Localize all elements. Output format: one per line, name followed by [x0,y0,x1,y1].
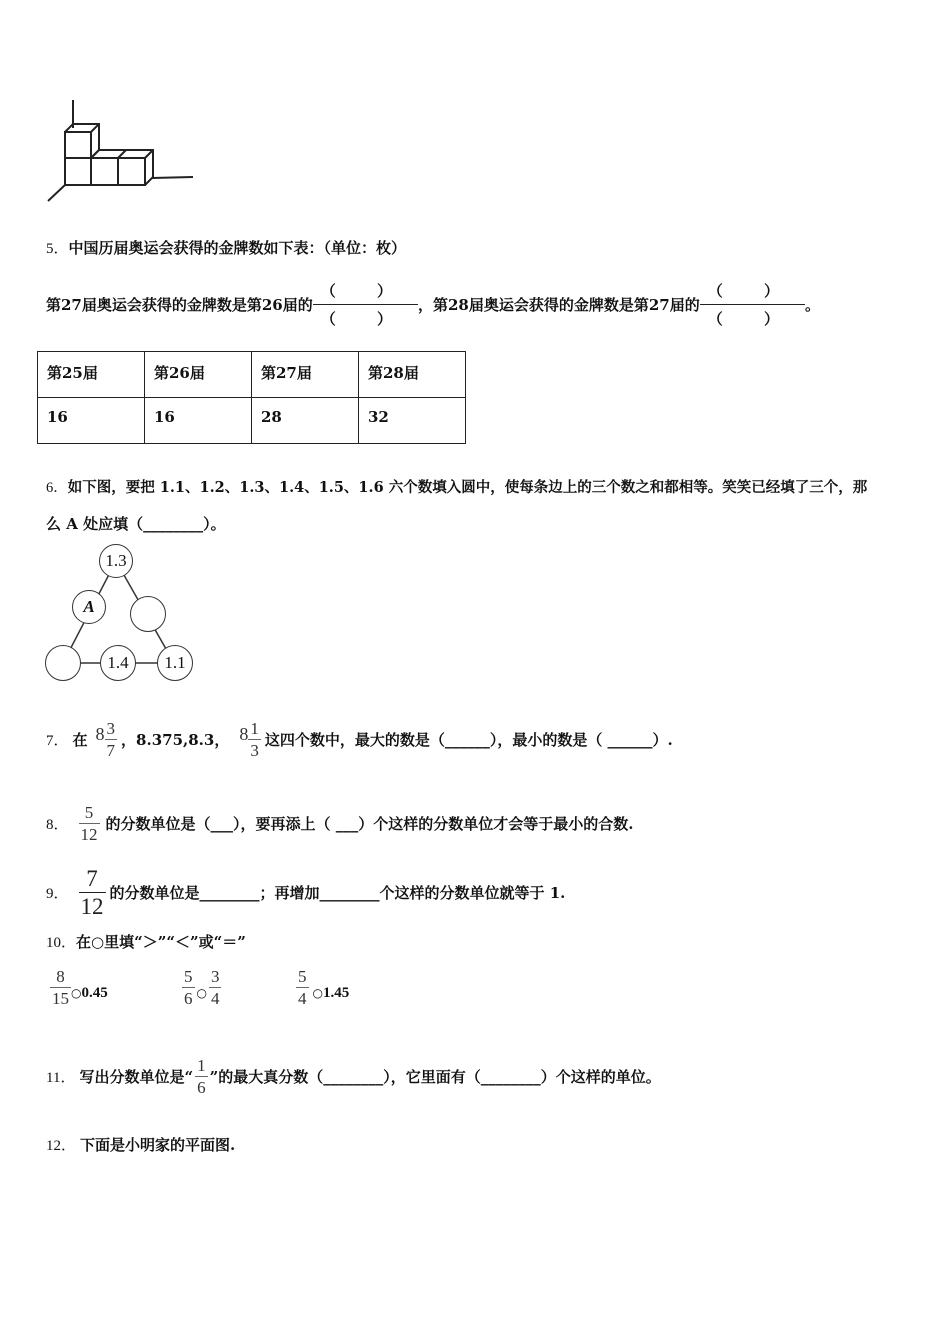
table-row [38,398,466,444]
q9-number: 9． [46,885,69,902]
q7-line [46,704,673,774]
q7-number: 7． [46,732,69,749]
frac-denominator: 12 [80,893,104,919]
table-cell: 28 [252,398,359,444]
q10-item3-rhs: 1.45 [322,984,350,1001]
q11-text-b: ”的最大真分数（________），它里面有（________）个这样的单位。 [209,1067,661,1086]
frac-denominator: 4 [210,988,220,1008]
q5-intro-text: 中国历届奥运会获得的金牌数如下表：（单位：枚） [68,239,407,257]
q11-fraction [195,1057,208,1096]
frac-denominator: 6 [197,1077,206,1097]
frac-numerator: 5 [184,966,193,986]
frac-numerator: 1 [250,718,259,738]
table-header-cell: 第28届 [359,352,466,398]
frac-denominator: 4 [298,988,307,1008]
compare-circle[interactable]: ○ [196,986,207,1000]
q5-ans2-top: （ ） [707,281,797,300]
q10-item-1 [50,962,108,1012]
q5-line-end: 。 [804,295,820,314]
q9-line [46,862,565,922]
q5-ans1-bottom: （ ） [313,304,418,329]
q12-line [46,1134,235,1155]
frac-numerator: 5 [84,802,94,822]
q5-question-line [46,274,820,334]
table-cell: 16 [145,398,252,444]
q10-line [46,931,246,952]
cube-stack-figure [40,95,200,207]
frac-numerator: 5 [298,966,307,986]
table-cell: 16 [38,398,145,444]
q5-line-b: ，第28届奥运会获得的金牌数是第27届的 [417,295,700,314]
q7-mixed-number-2 [239,720,261,759]
table-header-row [38,352,466,398]
frac-numerator: 8 [56,966,65,986]
circle-bottom-mid: 1.4 [100,645,136,681]
q8-line [46,788,633,858]
q10-text: 在○里填“＞”“＜”或“＝” [76,933,246,951]
q11-line [46,1046,661,1106]
q12-number: 12． [46,1138,77,1154]
frac-denominator: 6 [184,988,193,1008]
q5-answer-fraction-1[interactable] [313,280,418,329]
q5-ans1-top: （ ） [320,281,410,300]
frac-denominator: 7 [106,740,116,760]
q7-mixed2-whole: 8 [239,723,249,744]
q6-line1 [46,476,867,497]
q7-text-b: ，8.375,8.3， [121,730,230,749]
frac-numerator: 1 [197,1055,206,1075]
q10-item3-fraction [296,968,309,1007]
circle-left-mid [72,590,106,624]
q5-number: 5． [46,241,69,257]
circle-bottom-left[interactable] [45,645,81,681]
cube-bottom-2 [91,158,118,185]
q5-intro [46,237,406,258]
frac-denominator: 12 [80,824,98,844]
q5-ans2-bottom: （ ） [700,304,805,329]
frac-denominator: 3 [250,740,259,760]
compare-circle[interactable]: ○ [312,986,323,1000]
q6-line2 [46,513,226,534]
q10-item-3 [296,962,349,1012]
q6-number: 6． [46,480,68,496]
cube-bottom-1 [65,158,91,185]
q9-text: 的分数单位是________；再增加________个这样的分数单位就等于 1. [109,883,566,902]
compare-circle[interactable]: ○ [71,986,82,1000]
frac-numerator: 3 [210,966,220,986]
q8-fraction [79,804,100,843]
q10-item2-fraction-1 [182,968,195,1007]
table-header-cell: 第25届 [38,352,145,398]
q11-text-a: 写出分数单位是“ [79,1067,194,1086]
frac-denominator: 15 [52,988,69,1008]
q6-triangle-figure [44,541,196,685]
table-cell: 32 [359,398,466,444]
q11-number: 11． [46,1069,76,1086]
q12-text: 下面是小明家的平面图. [80,1136,236,1154]
circle-right-mid[interactable] [130,596,166,632]
cube-top [65,132,91,158]
q7-text-c: 这四个数中，最大的数是（______），最小的数是（ ______）. [264,730,673,749]
q10-item-2 [182,962,221,1012]
q5-medal-table [37,351,466,444]
frac-numerator: 3 [106,718,116,738]
q7-mixed1-whole: 8 [95,723,105,744]
q6-text-line2: 么 A 处应填（________）。 [46,515,226,533]
q10-item1-fraction [50,968,71,1007]
q10-item2-fraction-2 [209,968,222,1007]
frac-numerator: 7 [86,865,98,891]
table-header-cell: 第26届 [145,352,252,398]
q8-text: 的分数单位是（___），要再添上（ ___）个这样的分数单位才会等于最小的合数. [105,814,634,833]
q7-mixed-number-1 [96,720,118,759]
q5-line-a: 第27届奥运会获得的金牌数是第26届的 [46,295,313,314]
q5-answer-fraction-2[interactable] [700,280,805,329]
q7-text-a: 在 [72,730,88,749]
q6-text-line1: 如下图，要把 1.1、1.2、1.3、1.4、1.5、1.6 六个数填入圆中，使每条边上的三个数之和都相等。笑笑已经填了三个，那 [67,479,868,496]
circle-top: 1.3 [99,544,133,578]
circle-a-label: A [83,597,95,616]
cube-bottom-3 [118,158,145,185]
q7-fraction-1 [105,720,118,759]
q9-fraction [79,867,106,918]
table-header-cell: 第27届 [252,352,359,398]
q10-number: 10． [46,935,77,951]
q7-fraction-2 [248,720,261,759]
q8-number: 8． [46,816,69,833]
q10-item1-rhs: 0.45 [81,984,108,1001]
circle-bottom-right: 1.1 [157,645,193,681]
